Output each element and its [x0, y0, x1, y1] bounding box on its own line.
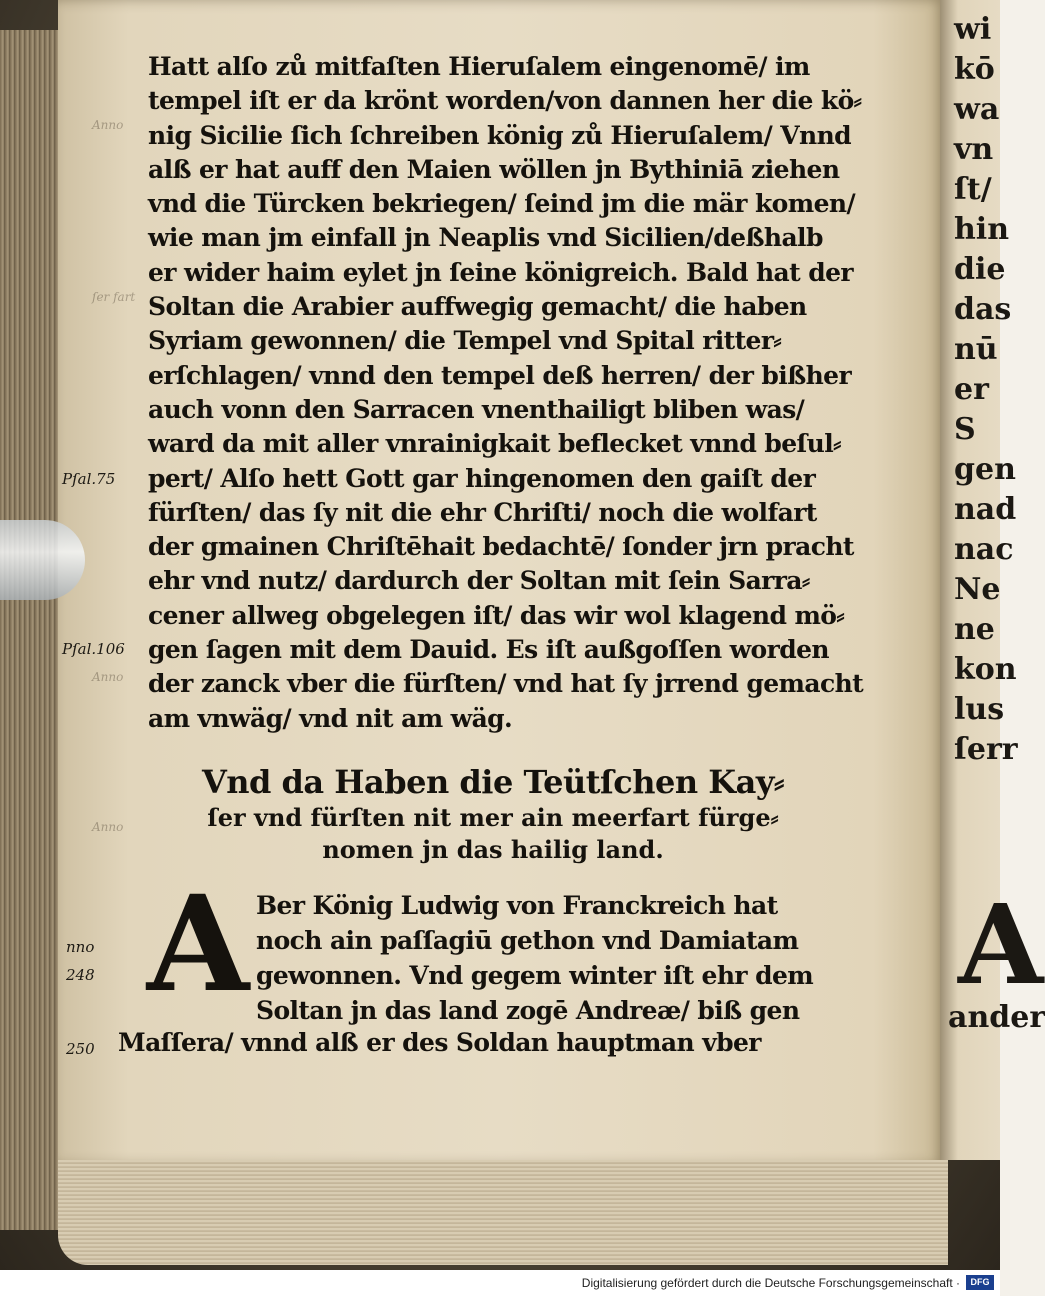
margin-note-anno: nno: [66, 938, 95, 956]
right-page-word: ſt/: [954, 172, 992, 207]
dfg-logo: DFG: [966, 1275, 994, 1290]
right-page-word: lus: [954, 692, 1005, 727]
right-page-word: das: [954, 292, 1012, 327]
text-line: pert/ Alſo hett Gott gar hingenomen den gaiſt der: [148, 463, 816, 493]
ghost-marginalia: Anno: [92, 670, 124, 684]
right-page-word: S: [954, 412, 976, 447]
right-page-last-word: ander: [948, 1000, 1045, 1035]
right-page-word: ne: [954, 612, 995, 647]
text-line: noch ain paſſagiū gethon vnd Damiatam: [256, 926, 799, 955]
text-line: Hatt alſo zů mitfaſten Hieruſalem eingenomē/ im: [148, 52, 810, 81]
right-page-word: wi: [954, 12, 992, 47]
text-line: auch vonn den Sarracen vnenthailigt bliben was/: [148, 394, 805, 424]
heading-line-1: Vnd da Haben die Teütſchen Kay⸗: [201, 763, 785, 801]
text-line: Soltan jn das land zogē Andreæ/ biß gen: [256, 996, 800, 1025]
margin-note-year-1248: 248: [66, 966, 95, 984]
right-page-word: nad: [954, 492, 1017, 527]
margin-note-year-1250: 250: [66, 1040, 95, 1058]
ghost-marginalia: ſer fart: [92, 290, 136, 304]
text-line: alß er hat auff den Maien wöllen jn Bythiniā ziehen: [148, 154, 840, 184]
text-line: gen ſagen mit dem Dauid. Es iſt außgoſſen worden: [148, 635, 829, 665]
text-line: vnd die Türcken bekriegen/ ſeind jm die mär komen/: [148, 189, 855, 219]
heading-line-3: nomen jn das hailig land.: [322, 835, 664, 864]
text-line: Soltan die Arabier auffwegig gemacht/ die haben: [148, 292, 807, 322]
text-line: der gmainen Chriſtēhait bedachtē/ ſonder jrn pracht: [148, 532, 854, 562]
section-heading: [148, 762, 838, 866]
right-page-word: er: [954, 372, 989, 407]
footer-credit: Digitalisierung gefördert durch die Deutsche Forschungsgemeinschaft ·: [581, 1276, 960, 1290]
text-line: cener allweg obgelegen iſt/ das wir wol klagend mö⸗: [148, 600, 845, 630]
margin-note-psal106: Pſal.106: [62, 640, 125, 658]
right-page-word: vn: [954, 132, 994, 167]
section-2-text: [256, 888, 836, 1028]
right-page-text: [954, 10, 1018, 770]
right-page-word: Ne: [954, 572, 1001, 607]
book-spine-edge: [0, 30, 62, 1230]
text-line: gewonnen. Vnd gegem winter iſt ehr dem: [256, 961, 814, 990]
right-page-word: kō: [954, 52, 995, 87]
text-line: am vnwäg/ vnd nit am wäg.: [148, 703, 513, 733]
right-page-initial: A: [958, 880, 1044, 1009]
right-page-word: kon: [954, 652, 1017, 687]
footer-bar: [0, 1270, 1000, 1296]
margin-note-psal75: Pſal.75: [62, 470, 116, 488]
text-line: Ber König Ludwig von Franckreich hat: [256, 891, 778, 920]
right-page: [940, 0, 1045, 1160]
right-page-word: gen: [954, 452, 1016, 487]
right-page-word: ſerr: [954, 732, 1018, 767]
text-line: fürſten/ das ſy nit die ehr Chriſti/ noch die wolfart: [148, 497, 817, 527]
main-text-block: [148, 50, 864, 736]
ghost-marginalia: Anno: [92, 820, 124, 834]
text-line: erſchlagen/ vnnd den tempel deß herren/ der bißher: [148, 360, 852, 390]
text-line: er wider haim eylet jn ſeine königreich. Bald hat der: [148, 257, 853, 287]
text-line: nig Sicilie ſich ſchreiben könig zů Hieruſalem/ Vnnd: [148, 120, 852, 150]
text-line: wie man jm einfall jn Neaplis vnd Sicilien/deßhalb: [148, 223, 823, 253]
text-line: ehr vnd nutz/ dardurch der Soltan mit ſein Sarra⸗: [148, 566, 810, 596]
right-page-word: die: [954, 252, 1006, 287]
text-line: ward da mit aller vnrainigkait beflecket vnnd beſul⸗: [148, 429, 841, 459]
ghost-marginalia: Anno: [92, 118, 124, 132]
section-2-last-line: Maſſera/ vnnd alß er des Soldan hauptman vber: [118, 1028, 761, 1057]
text-line: tempel iſt er da krönt worden/von dannen her die kö⸗: [148, 86, 862, 116]
right-page-word: hin: [954, 212, 1010, 247]
decorated-initial: A: [146, 867, 250, 1022]
right-page-word: nū: [954, 332, 998, 367]
text-line: der zanck vber die fürſten/ vnd hat ſy jrrend gemacht: [148, 669, 864, 699]
right-page-word: nac: [954, 532, 1014, 567]
page-block-edge: [58, 1160, 948, 1265]
right-page-word: wa: [954, 92, 1000, 127]
page-clip: [0, 520, 85, 600]
text-line: Syriam gewonnen/ die Tempel vnd Spital ritter⸗: [148, 326, 782, 356]
heading-line-2: ſer vnd fürſten nit mer ain meerfart fürge⸗: [207, 803, 779, 832]
